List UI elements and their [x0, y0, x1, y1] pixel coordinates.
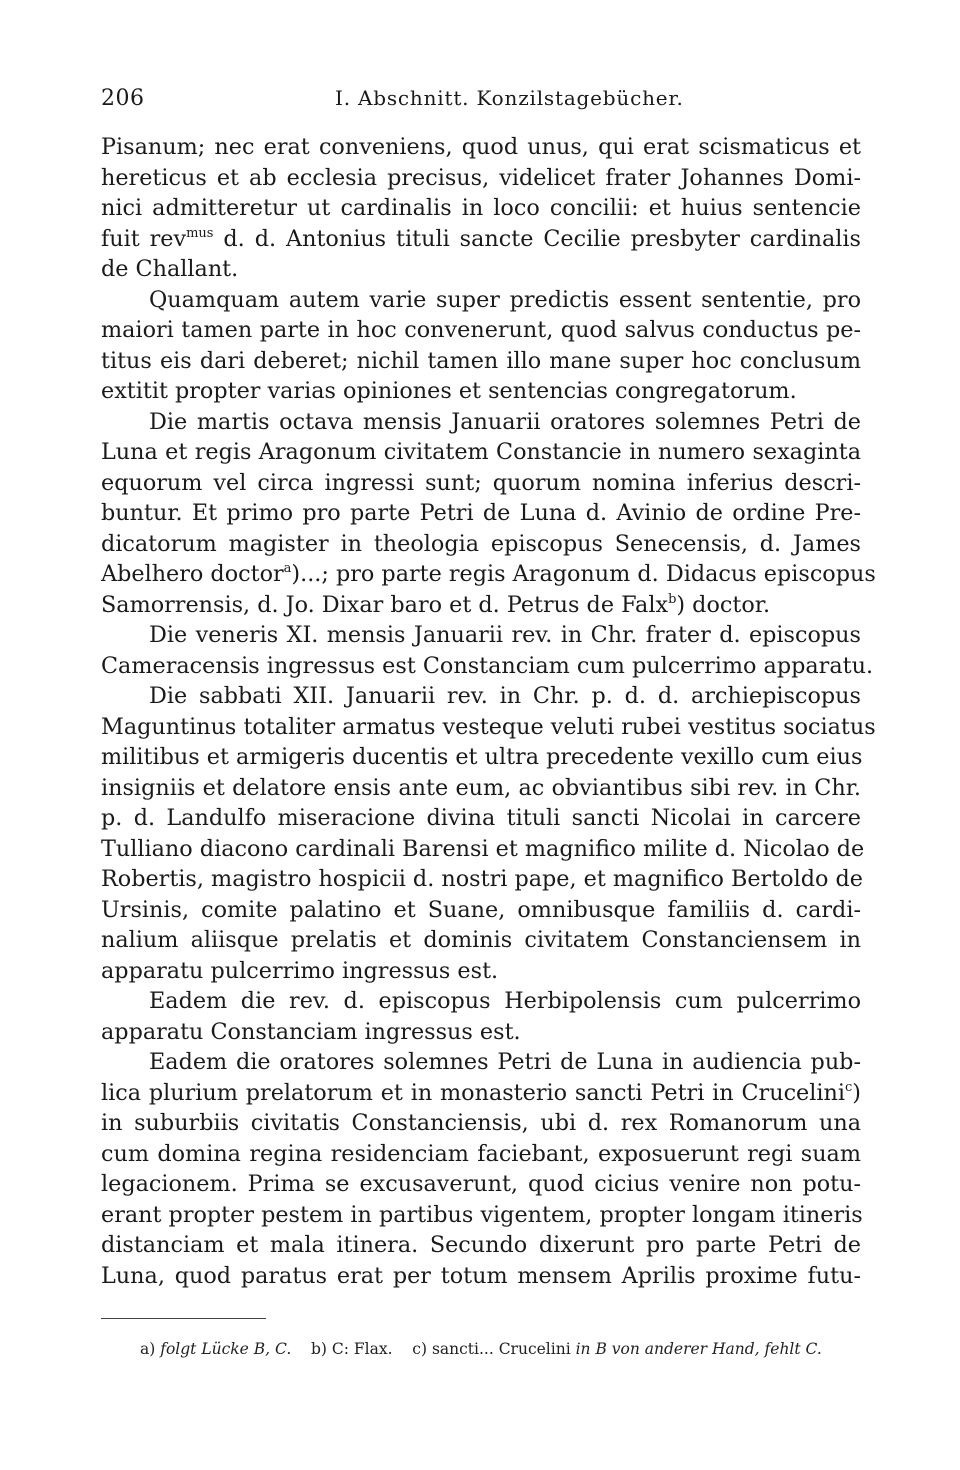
text-line: hereticus et ab ecclesia precisus, videlicet frater Johannes Domi- [101, 164, 861, 191]
page-number: 206 [101, 86, 145, 111]
text-line: legacionem. Prima se excusaverunt, quod cicius venire non potu- [101, 1171, 861, 1197]
text-line: cum domina regina residenciam faciebant, exposuerunt regi suam [101, 1140, 861, 1167]
text-fragment: fuit rev [101, 225, 187, 252]
footnote-c-text: sancti... Crucelini [431, 1340, 571, 1358]
text-line: insigniis et delatore ensis ante eum, ac obviantibus sibi rev. in Chr. [101, 774, 861, 801]
text-line: Pisanum; nec erat conveniens, quod unus, qui erat scismaticus et [101, 134, 861, 160]
footnote-divider [101, 1318, 266, 1319]
text-fragment: d. d. Antonius tituli sancte Cecilie presbyter cardinalis [213, 225, 861, 252]
paragraph-start: Die martis octava mensis Januarii oratores solemnes Petri de [149, 408, 861, 435]
superscript: mus [186, 225, 214, 241]
text-line: Robertis, magistro hospicii d. nostri pape, et magnifico Bertoldo de [101, 866, 863, 892]
paragraph-start: Die sabbati XII. Januarii rev. in Chr. p. d. d. archiepiscopus [149, 683, 861, 709]
text-line: Ursinis, comite palatino et Suane, omnibusque familiis d. cardi- [101, 896, 861, 923]
text-line: extitit propter varias opiniones et sentencias congregatorum. [101, 378, 797, 404]
footnote-mark-c: c [845, 1079, 853, 1095]
text-fragment: ) [852, 1079, 861, 1106]
text-line: de Challant. [101, 256, 239, 282]
text-fragment: lica plurium prelatorum et in monasterio sancti Petri in Crucelini [101, 1079, 846, 1106]
text-line: p. d. Landulfo miseracione divina tituli sancti Nicolai in carcere [101, 805, 861, 831]
text-line [101, 224, 861, 255]
text-line: erant propter pestem in partibus vigentem, propter longam itineris [101, 1201, 863, 1228]
text-line [101, 559, 876, 590]
main-text [101, 132, 876, 1291]
paragraph-start: Die veneris XI. mensis Januarii rev. in Chr. frater d. episcopus [149, 622, 861, 648]
text-line: equorum vel circa ingressi sunt; quorum nomina inferius descri- [101, 469, 861, 496]
paragraph-start: Eadem die rev. d. episcopus Herbipolensis cum pulcerrimo [149, 988, 861, 1014]
footnote-a-label: a) [140, 1340, 156, 1358]
text-line: nici admitteretur ut cardinalis in loco concilii: et huius sentencie [101, 195, 861, 221]
paragraph-start: Eadem die oratores solemnes Petri de Luna in audiencia pub- [149, 1049, 861, 1075]
text-line: buntur. Et primo pro parte Petri de Luna d. Avinio de ordine Pre- [101, 500, 861, 526]
footnote-mark-a: a [283, 561, 292, 576]
text-line: in suburbiis civitatis Constanciensis, ubi d. rex Romanorum una [101, 1110, 861, 1136]
footnote-b-label: b) [310, 1340, 327, 1358]
text-line: Maguntinus totaliter armatus vesteque veluti rubei vestitus sociatus [101, 713, 876, 740]
footnote-c-label: c) [412, 1340, 427, 1358]
text-fragment: Samorrensis, d. Jo. Dixar baro et d. Petrus de Falx [101, 591, 669, 618]
text-line: militibus et armigeris ducentis et ultra precedente vexillo cum eius [101, 744, 863, 770]
footnote-a-text: folgt Lücke B, C. [160, 1340, 292, 1358]
running-title: I. Abschnitt. Konzilstagebücher. [335, 86, 684, 110]
footnote-mark-b: b [668, 591, 677, 607]
text-line [101, 590, 861, 621]
text-line: Tulliano diacono cardinali Barensi et magnifico milite d. Nicolao de [101, 835, 865, 862]
paragraph-start: Quamquam autem varie super predictis essent sententie, pro [149, 286, 861, 313]
text-line: apparatu pulcerrimo ingressus est. [101, 957, 499, 984]
text-fragment: )...; pro parte regis Aragonum d. Didacus episcopus [291, 561, 876, 587]
text-line: Luna et regis Aragonum civitatem Constancie in numero sexaginta [101, 439, 861, 465]
text-fragment: ) doctor. [676, 591, 771, 618]
text-line: titus eis dari deberet; nichil tamen illo mane super hoc conclusum [101, 347, 861, 374]
page-header [101, 86, 861, 120]
footnotes [140, 1340, 860, 1358]
text-line: distanciam et mala itinera. Secundo dixerunt pro parte Petri de [101, 1232, 861, 1258]
text-fragment: Abelhero doctor [101, 561, 284, 587]
footnote-c-note: in B von anderer Hand, fehlt C. [575, 1340, 822, 1358]
text-line [101, 1078, 861, 1109]
footnote-b-text: C: Flax. [331, 1340, 393, 1358]
text-line: maiori tamen parte in hoc convenerunt, quod salvus conductus pe- [101, 317, 861, 343]
text-line: apparatu Constanciam ingressus est. [101, 1018, 521, 1045]
text-line: Cameracensis ingressus est Constanciam cum pulcerrimo apparatu. [101, 652, 874, 679]
text-line: Luna, quod paratus erat per totum mensem Aprilis proxime futu- [101, 1262, 861, 1289]
text-line: nalium aliisque prelatis et dominis civitatem Constanciensem in [101, 927, 861, 953]
text-line: dicatorum magister in theologia episcopus Senecensis, d. James [101, 530, 861, 557]
